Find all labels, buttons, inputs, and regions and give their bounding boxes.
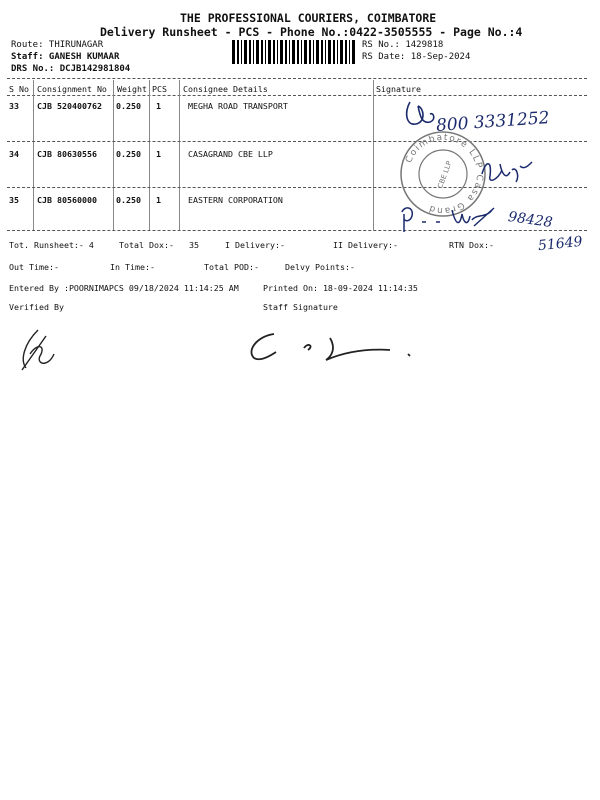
row-sno: 35 bbox=[9, 195, 19, 205]
barcode-bar bbox=[337, 40, 338, 64]
verifier-signature bbox=[16, 324, 66, 374]
staff-signature bbox=[240, 326, 420, 366]
barcode-bar bbox=[273, 40, 275, 64]
row-rule bbox=[7, 141, 587, 142]
row-weight: 0.250 bbox=[116, 195, 141, 205]
total-dox-value: 35 bbox=[189, 240, 199, 250]
barcode-bar bbox=[249, 40, 251, 64]
barcode-bar bbox=[349, 40, 350, 64]
total-dox-label: Total Dox:- bbox=[119, 240, 174, 250]
route-label: Route: THIRUNAGAR bbox=[11, 40, 104, 50]
table-top-rule bbox=[7, 78, 587, 79]
col-weight: Weight bbox=[117, 84, 147, 94]
col-pcs: PCS bbox=[152, 84, 167, 94]
row-weight: 0.250 bbox=[116, 149, 141, 159]
barcode-bar bbox=[321, 40, 323, 64]
col-divider bbox=[373, 80, 374, 230]
stamp-inner-text: CBE LLP bbox=[436, 159, 454, 190]
barcode-bar bbox=[297, 40, 299, 64]
row-pcs: 1 bbox=[156, 149, 161, 159]
col-divider bbox=[113, 80, 114, 230]
barcode-bar bbox=[304, 40, 307, 64]
row-consignment: CJB 80630556 bbox=[37, 149, 97, 159]
barcode-bar bbox=[256, 40, 259, 64]
col-signature: Signature bbox=[376, 84, 421, 94]
row-consignment: CJB 520400762 bbox=[37, 101, 102, 111]
barcode-bar bbox=[277, 40, 278, 64]
total-pod: Total POD:- bbox=[204, 262, 259, 272]
barcode-bar bbox=[265, 40, 266, 64]
in-time: In Time:- bbox=[110, 262, 155, 272]
col-divider bbox=[179, 80, 180, 230]
barcode-bar bbox=[268, 40, 271, 64]
rs-number: RS No.: 1429818 bbox=[362, 40, 444, 50]
barcode-bar bbox=[253, 40, 254, 64]
col-divider bbox=[149, 80, 150, 230]
drs-number: DRS No.: DCJB142981804 bbox=[11, 64, 131, 74]
runsheet-title: Delivery Runsheet - PCS - Phone No.:0422-3505555 - Page No.:4 bbox=[100, 25, 523, 39]
company-title: THE PROFESSIONAL COURIERS, COIMBATORE bbox=[180, 11, 437, 25]
printed-on: Printed On: 18-09-2024 11:14:35 bbox=[263, 283, 418, 293]
col-sno: S No bbox=[9, 84, 29, 94]
delvy-points: Delvy Points:- bbox=[285, 262, 355, 272]
barcode-bar bbox=[241, 40, 242, 64]
row-pcs: 1 bbox=[156, 101, 161, 111]
rs-date: RS Date: 18-Sep-2024 bbox=[362, 52, 471, 62]
barcode-bar bbox=[292, 40, 295, 64]
total-runsheet: Tot. Runsheet:- 4 bbox=[9, 240, 94, 250]
barcode-bar bbox=[313, 40, 314, 64]
barcode-bar bbox=[301, 40, 302, 64]
barcode-bar bbox=[333, 40, 335, 64]
entered-by: Entered By :POORNIMAPCS 09/18/2024 11:14:25 AM bbox=[9, 283, 239, 293]
col-consignment: Consignment No bbox=[37, 84, 107, 94]
barcode-bar bbox=[285, 40, 287, 64]
barcode-bar bbox=[345, 40, 347, 64]
row-weight: 0.250 bbox=[116, 101, 141, 111]
out-time: Out Time:- bbox=[9, 262, 59, 272]
header-bottom-rule bbox=[7, 95, 587, 96]
handwritten-side-number: 51649 bbox=[537, 233, 584, 255]
barcode-bar bbox=[316, 40, 319, 64]
barcode-bar bbox=[280, 40, 283, 64]
row3-handwritten-number: 98428 bbox=[507, 208, 554, 232]
barcode-bar bbox=[244, 40, 247, 64]
barcode-bar bbox=[352, 40, 355, 64]
barcode-bar bbox=[289, 40, 290, 64]
staff-signature-label: Staff Signature bbox=[263, 302, 338, 312]
barcode-bar bbox=[232, 40, 235, 64]
barcode bbox=[232, 40, 356, 64]
barcode-bar bbox=[309, 40, 311, 64]
row2-signature bbox=[476, 154, 536, 188]
row-consignee: MEGHA ROAD TRANSPORT bbox=[188, 101, 288, 111]
verified-by-label: Verified By bbox=[9, 302, 64, 312]
barcode-bar bbox=[261, 40, 263, 64]
ii-delivery: II Delivery:- bbox=[333, 240, 398, 250]
i-delivery: I Delivery:- bbox=[225, 240, 285, 250]
stamp-outer-text: Coimbatore LLP Casa Grand bbox=[404, 132, 485, 216]
row-consignee: CASAGRAND CBE LLP bbox=[188, 149, 273, 159]
barcode-bar bbox=[340, 40, 343, 64]
rtn-dox: RTN Dox:- bbox=[449, 240, 494, 250]
col-consignee: Consignee Details bbox=[183, 84, 268, 94]
row3-signature bbox=[396, 200, 506, 240]
barcode-bar bbox=[328, 40, 331, 64]
row1-handwritten-phone: 800 3331252 bbox=[435, 108, 551, 136]
col-divider bbox=[33, 80, 34, 230]
staff-label: Staff: GANESH KUMAAR bbox=[11, 52, 120, 62]
barcode-bar bbox=[237, 40, 239, 64]
barcode-bar bbox=[325, 40, 326, 64]
row-consignment: CJB 80560000 bbox=[37, 195, 97, 205]
row-pcs: 1 bbox=[156, 195, 161, 205]
row-consignee: EASTERN CORPORATION bbox=[188, 195, 283, 205]
row-sno: 33 bbox=[9, 101, 19, 111]
row-sno: 34 bbox=[9, 149, 19, 159]
